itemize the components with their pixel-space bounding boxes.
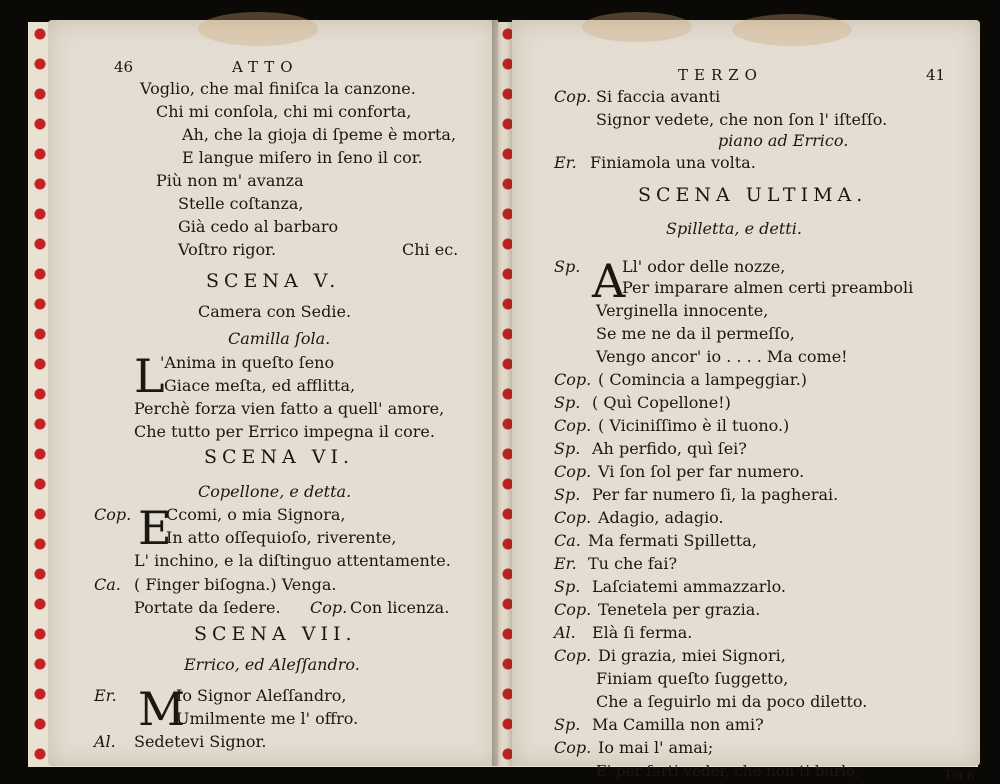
speaker-label: Cop. <box>554 87 592 106</box>
speaker-label: Sp. <box>554 439 581 458</box>
speaker-label: Ca. <box>554 531 581 550</box>
verse-line: Giace meſta, ed afflitta, <box>164 376 356 395</box>
scene-title: SCENA ULTIMA. <box>638 184 868 206</box>
verse-line: Che a ſeguirlo mi da poco diletto. <box>596 692 868 711</box>
scene-setting: Camera con Sedie. <box>198 302 352 321</box>
page-number: 41 <box>926 66 946 84</box>
speaker-label: Al. <box>94 732 116 751</box>
verse-line: Stelle coſtanza, <box>178 194 304 213</box>
verse-line: Già cedo al barbaro <box>178 217 339 236</box>
scene-cast: Errico, ed Aleſſandro. <box>184 655 360 674</box>
speaker-label: Er. <box>554 153 577 172</box>
speaker-label: Cop. <box>94 505 132 524</box>
verse-line: Più non m' avanza <box>156 171 304 190</box>
verse-line: Io mai l' amai; <box>598 738 714 757</box>
speaker-label: Cop. <box>554 738 592 757</box>
water-stain <box>732 14 852 46</box>
verse-line: Vi ſon ſol per far numero. <box>598 462 805 481</box>
verse-line: Io Signor Aleſſandro, <box>176 686 347 705</box>
speaker-label: Sp. <box>554 577 581 596</box>
verse-line: Tu che fai? <box>588 554 678 573</box>
verse-line: Per imparare almen certi preamboli <box>622 278 914 297</box>
verse-line: ( Comincia a lampeggiar.) <box>598 370 808 389</box>
verse-line: Ah perfido, quì ſei? <box>592 439 747 458</box>
verse-line: L' inchino, e la diſtinguo attentamente. <box>134 551 451 570</box>
catchword: Da n <box>946 768 975 782</box>
drop-cap: L <box>134 349 165 403</box>
verse-line: Verginella innocente, <box>596 301 769 320</box>
verse-line: ( Finger biſogna.) Venga. <box>134 575 337 594</box>
verse-line: Ma Camilla non ami? <box>592 715 764 734</box>
verse-line: Chi mi conſola, chi mi conforta, <box>156 102 412 121</box>
speaker-label: Sp. <box>554 393 581 412</box>
verse-line: In atto oſſequioſo, riverente, <box>166 528 397 547</box>
drop-cap: A <box>592 254 626 308</box>
verse-line: ( Viciniſſimo è il tuono.) <box>598 416 790 435</box>
verse-line: E' per farti veder, che non ti burlo, <box>596 762 860 780</box>
verse-line: Voglio, che mal finiſca la canzone. <box>140 79 416 98</box>
speaker-label: Al. <box>554 623 576 642</box>
speaker-label: Er. <box>94 686 117 705</box>
verse-line: Tenetela per grazia. <box>598 600 761 619</box>
verse-line: Vengo ancor' io . . . . Ma come! <box>596 347 848 366</box>
verse-line: Chi ec. <box>402 240 459 259</box>
speaker-label: Cop. <box>554 600 592 619</box>
scene-title: SCENA VII. <box>194 623 357 645</box>
verse-line: Portate da ſedere. <box>134 598 281 617</box>
verse-line: Finiamola una volta. <box>590 153 756 172</box>
scene-title: SCENA V. <box>206 270 341 292</box>
drop-cap: M <box>138 682 186 736</box>
verse-line: Sedetevi Signor. <box>134 732 267 751</box>
speaker-label: Sp. <box>554 485 581 504</box>
verse-line: ( Quì Copellone!) <box>592 393 731 412</box>
scene-cast: Camilla ſola. <box>228 329 331 348</box>
verse-line: Si faccia avanti <box>596 87 721 106</box>
speaker-label: Ca. <box>94 575 121 594</box>
verse-line: Ll' odor delle nozze, <box>622 257 786 276</box>
verse-line: Con licenza. <box>350 598 450 617</box>
speaker-label: Er. <box>554 554 577 573</box>
verse-line: Per far numero ſi, la pagherai. <box>592 485 839 504</box>
verse-line: Se me ne da il permeſſo, <box>596 324 795 343</box>
verse-line: 'Anima in queſto ſeno <box>160 353 335 372</box>
running-head: TERZO <box>678 66 763 84</box>
verse-line: Che tutto per Errico impegna il core. <box>134 422 435 441</box>
verse-line: E langue miſero in ſeno il cor. <box>182 148 423 167</box>
speaker-label: Cop. <box>554 508 592 527</box>
speaker-label: Cop. <box>310 598 348 617</box>
speaker-label: Sp. <box>554 715 581 734</box>
verse-line: Finiam queſto ſuggetto, <box>596 669 789 688</box>
water-stain <box>198 12 318 46</box>
scene-title: SCENA VI. <box>204 446 355 468</box>
right-page <box>512 20 980 782</box>
running-head: ATTO <box>232 58 299 76</box>
verse-line: Umilmente me l' offro. <box>176 709 359 728</box>
drop-cap: E <box>138 501 172 555</box>
speaker-label: Cop. <box>554 416 592 435</box>
speaker-label: Sp. <box>554 257 581 276</box>
page-number: 46 <box>114 58 134 76</box>
verse-line: Signor vedete, che non ſon l' iſteſſo. <box>596 110 888 129</box>
scene-cast: Spilletta, e detti. <box>666 219 802 238</box>
verse-line: Perchè forza vien fatto a quell' amore, <box>134 399 445 418</box>
verse-line: Ma fermati Spilletta, <box>588 531 757 550</box>
verse-line: Ah, che la gioja di ſpeme è morta, <box>182 125 457 144</box>
verse-line: Adagio, adagio. <box>598 508 724 527</box>
water-stain <box>582 12 692 42</box>
verse-line: Elà ſi ferma. <box>592 623 693 642</box>
verse-line: Di grazia, miei Signori, <box>598 646 786 665</box>
left-page <box>48 20 498 766</box>
speaker-label: Cop. <box>554 370 592 389</box>
stage-direction: piano ad Errico. <box>718 131 849 150</box>
scene-cast: Copellone, e detta. <box>198 482 352 501</box>
verse-line: Laſciatemi ammazzarlo. <box>592 577 786 596</box>
speaker-label: Cop. <box>554 646 592 665</box>
verse-line: Ccomi, o mia Signora, <box>166 505 346 524</box>
speaker-label: Cop. <box>554 462 592 481</box>
verse-line: Voſtro rigor. <box>178 240 277 259</box>
